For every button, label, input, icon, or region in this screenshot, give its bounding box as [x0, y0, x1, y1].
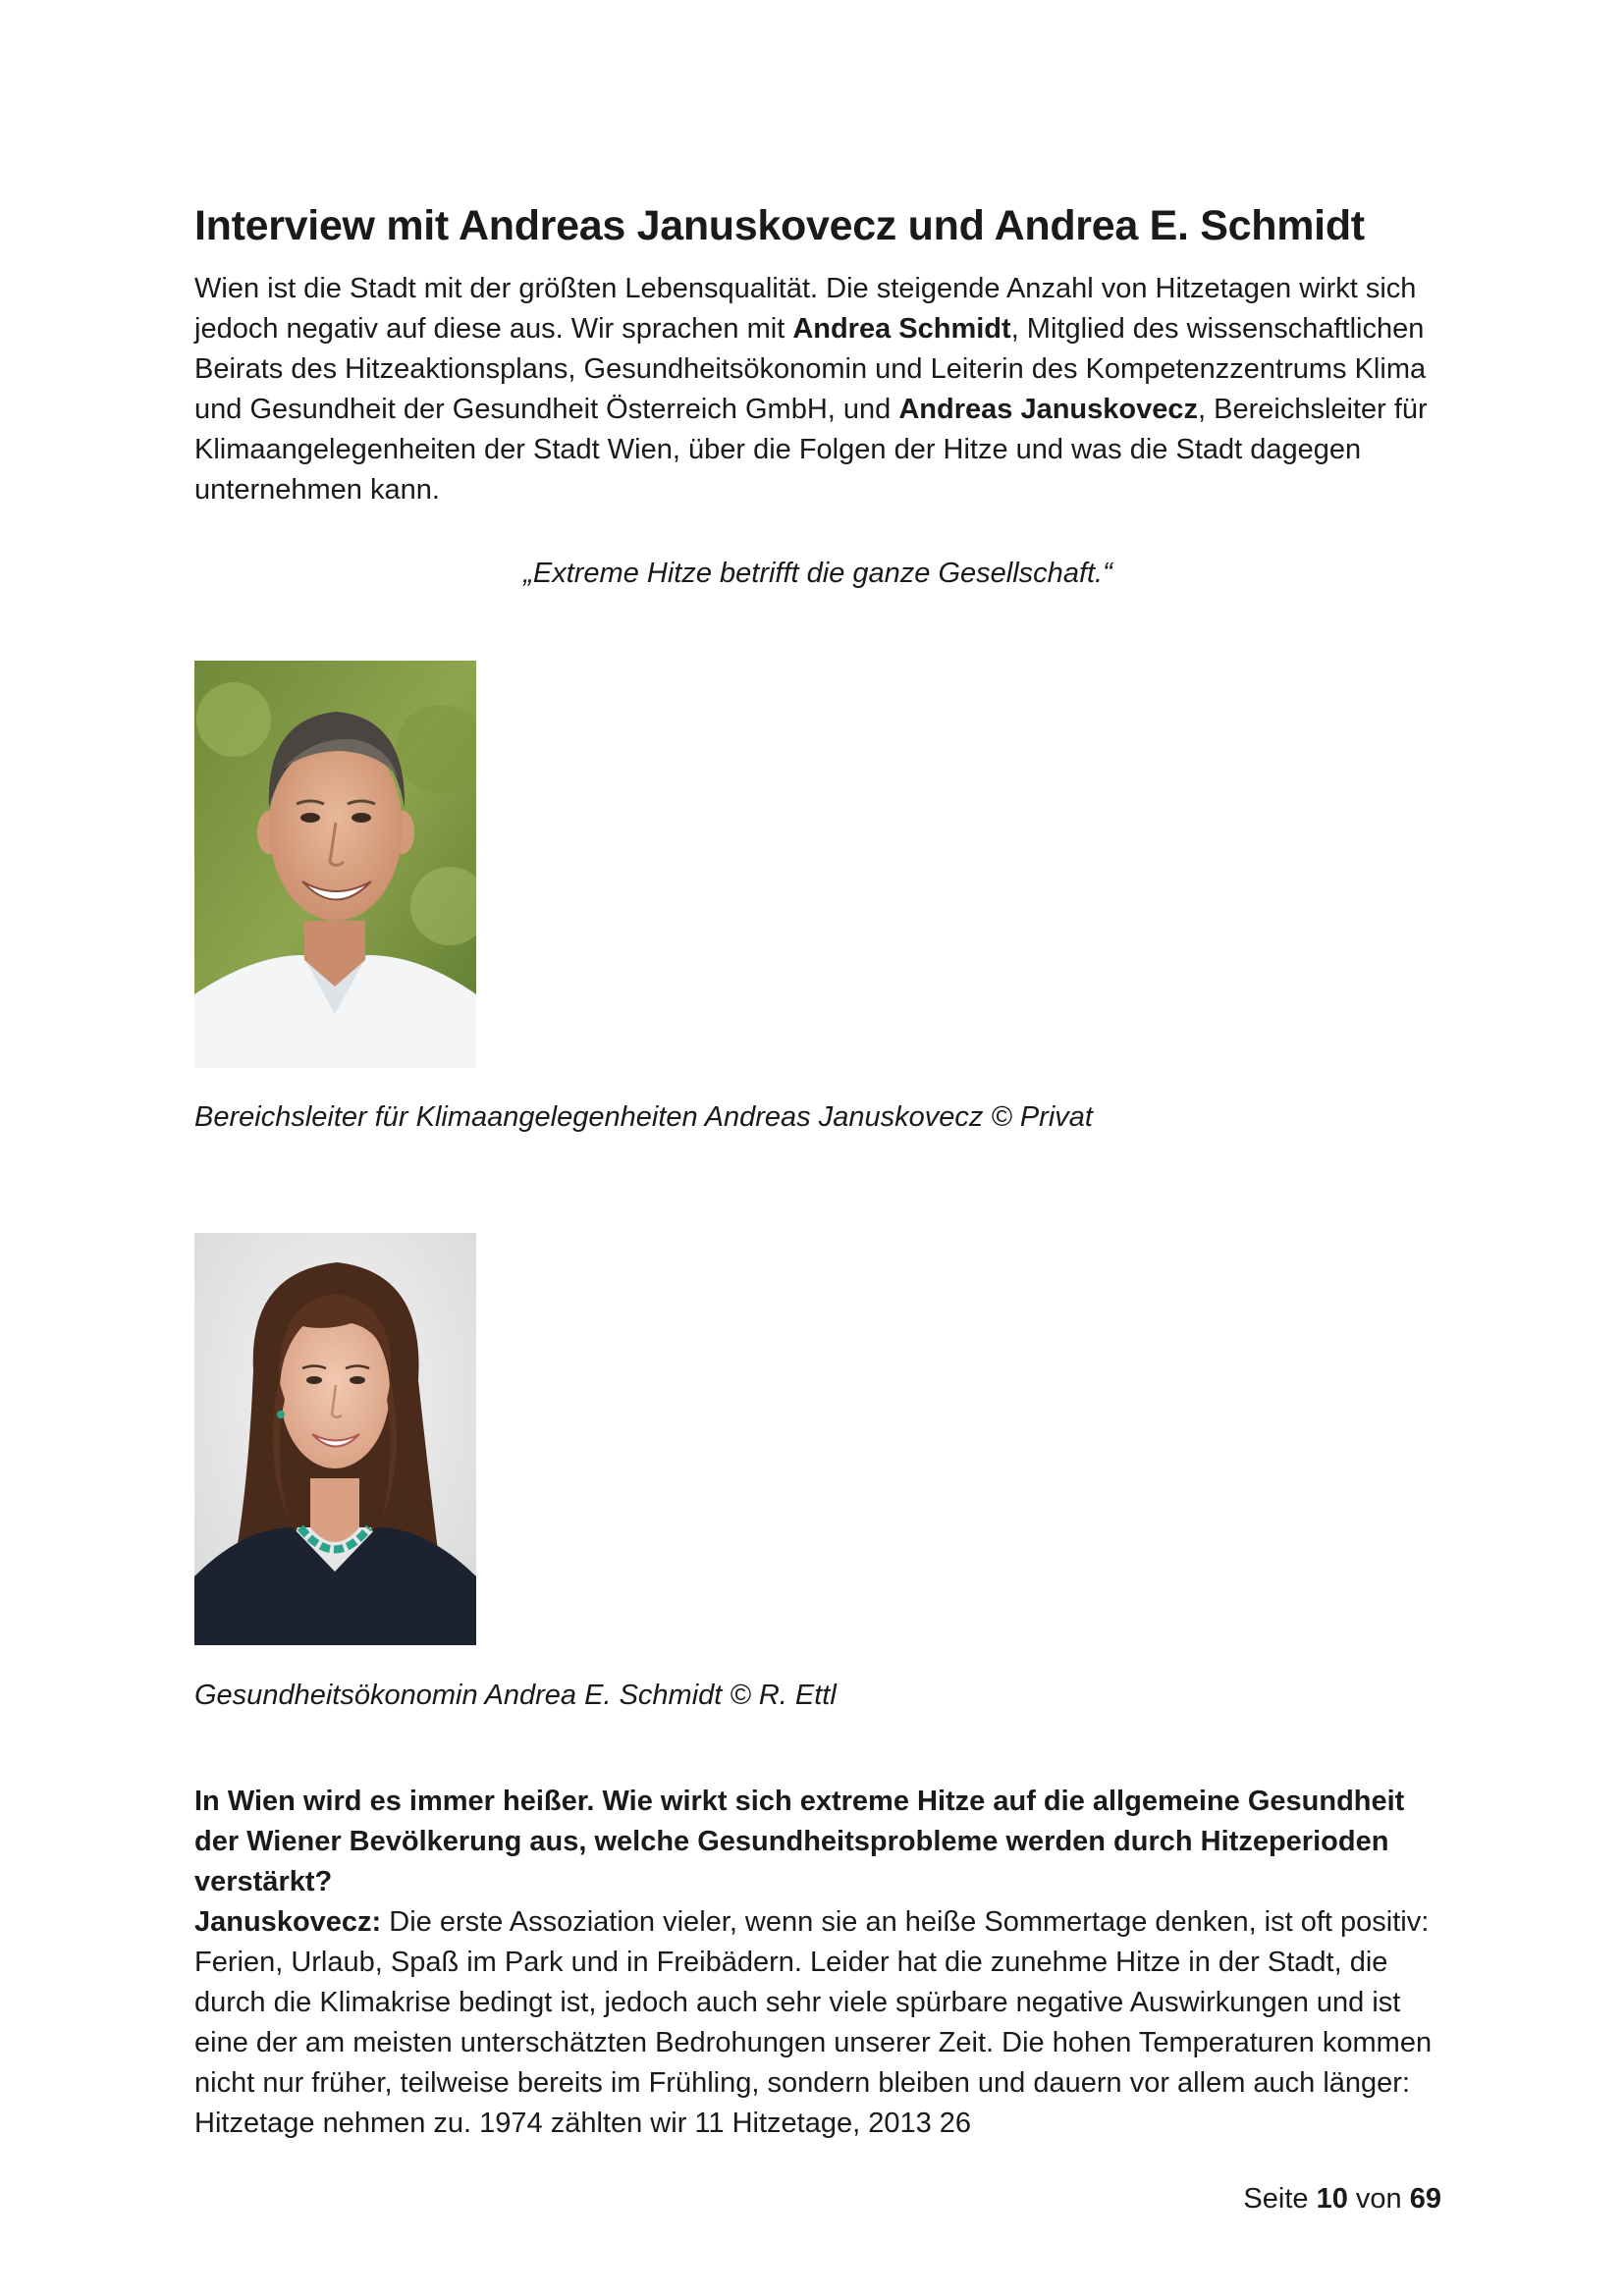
intro-name-januskovecz: Andreas Januskovecz: [898, 394, 1198, 425]
page-number-footer: [1243, 2179, 1441, 2219]
answer-speaker: Januskovecz:: [194, 1906, 382, 1938]
intro-text-2: , Mitglied des wissenschaftlichen Beirats des Hitzeaktionsplans, Gesundheitsökonomin und Leiterin des Kompetenzzentrums Klima und Gesundheit der Gesundheit Österreich GmbH, und: [194, 313, 1427, 425]
interview-question: In Wien wird es immer heißer. Wie wirkt sich extreme Hitze auf die allgemeine Gesundheit der Wiener Bevölkerung aus, welche Gesundheitsprobleme werden durch Hitzeperioden verstärkt?: [194, 1786, 1405, 1897]
photo-caption-schmidt: Gesundheitsökonomin Andrea E. Schmidt © R. Ettl: [194, 1680, 837, 1711]
intro-text-3: , Bereichsleiter für Klimaangelegenheiten der Stadt Wien, über die Folgen der Hitze und was die Stadt dagegen unternehmen kann.: [194, 394, 1428, 506]
page-title: Interview mit Andreas Januskovecz und Andrea E. Schmidt: [194, 202, 1365, 249]
pull-quote: „Extreme Hitze betrifft die ganze Gesellschaft.“: [523, 558, 1112, 589]
interview-qa: [194, 1782, 1441, 2144]
intro-paragraph: [194, 269, 1441, 510]
answer-text: Die erste Assoziation vieler, wenn sie an heiße Sommertage denken, ist oft positiv: Ferien, Urlaub, Spaß im Park und in Freibädern. Leider hat die zunehme Hitze in der Stadt, die durch die Klimakrise bedingt ist, jedoch auch sehr viele spürbare negative Auswirkungen und ist eine der am meisten unterschätzten Bedrohungen unserer Zeit. Die hohen Temperaturen kommen nicht nur früher, teilweise bereits im Frühling, sondern bleiben und dauern vor allem auch länger: Hitzetage nehmen zu. 1974 zählten wir 11 Hitzetage, 2013 26: [194, 1906, 1433, 2139]
photo-caption-januskovecz: Bereichsleiter für Klimaangelegenheiten Andreas Januskovecz © Privat: [194, 1101, 1093, 1133]
portrait-photo-januskovecz: [194, 661, 476, 1068]
document-page: [194, 0, 1441, 2296]
intro-name-schmidt: Andrea Schmidt: [792, 313, 1011, 345]
interview-answer: [194, 1902, 1441, 2144]
footer-middle: von: [1347, 2183, 1410, 2215]
footer-total-pages: 69: [1409, 2183, 1441, 2215]
portrait-photo-schmidt: [194, 1233, 476, 1645]
footer-prefix: Seite: [1243, 2183, 1317, 2215]
footer-current-page: 10: [1316, 2183, 1348, 2215]
intro-text-1: Wien ist die Stadt mit der größten Lebensqualität. Die steigende Anzahl von Hitzetagen wirkt sich jedoch negativ auf diese aus. Wir sprachen mit: [194, 273, 1417, 345]
